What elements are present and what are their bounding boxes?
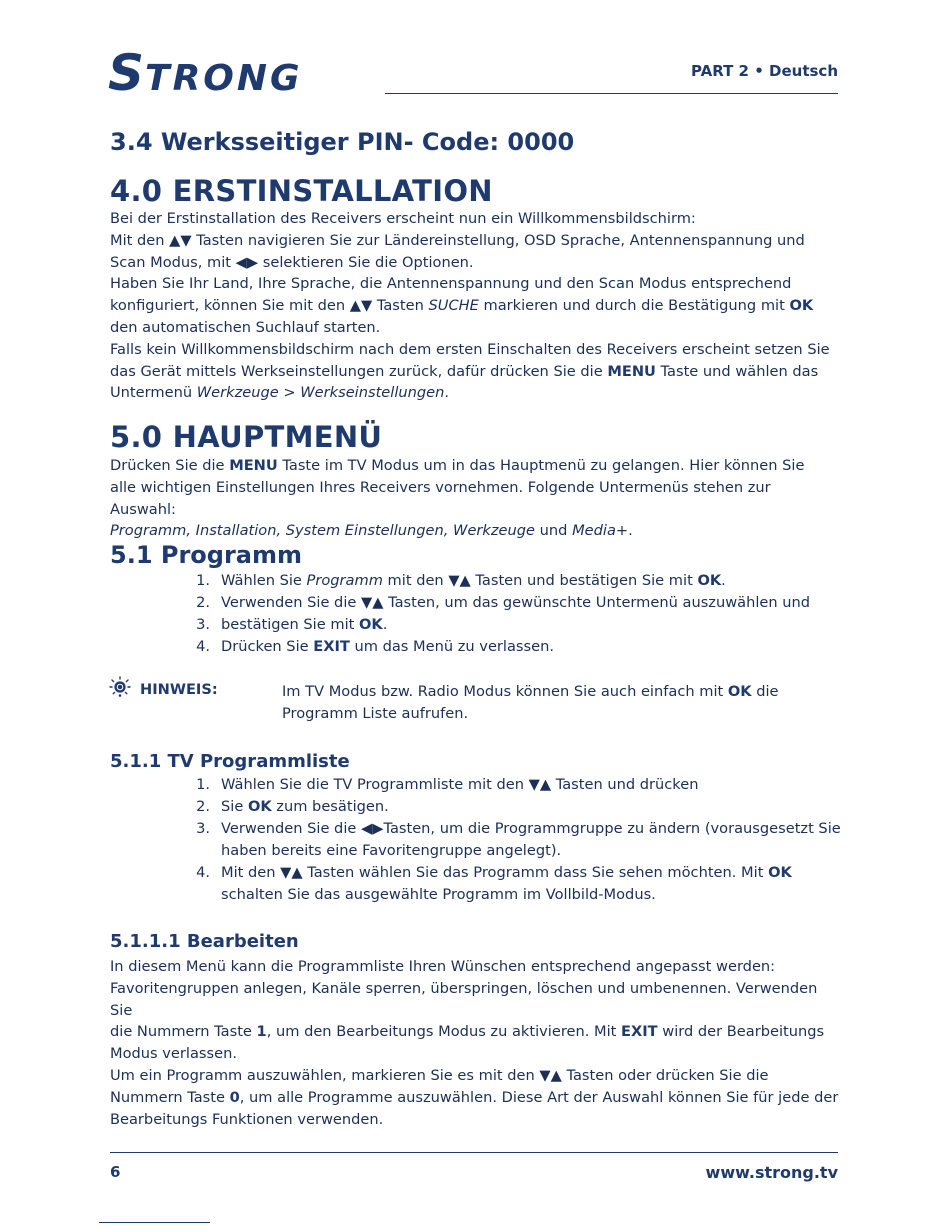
- part-label: PART 2 • Deutsch: [691, 62, 838, 80]
- programm-steps: [184, 570, 824, 658]
- heading-pin-code: 3.4 Werksseitiger PIN- Code: 0000: [110, 128, 575, 156]
- edit-paragraph-2: Um ein Programm auszuwählen, markieren Sie es mit den ▼▲ Tasten oder drücken Sie die Nummern Taste 0, um alle Programme auszuwählen. Diese Art der Auswahl können Sie für jede der Bearbeitungs Funktionen verwenden.: [110, 1067, 839, 1128]
- list-item: 2. Verwenden Sie die ▼▲ Tasten, um das gewünschte Untermenü auszuwählen und: [196, 594, 811, 611]
- note-label: HINWEIS:: [140, 681, 218, 698]
- tv-list-steps: [184, 774, 844, 906]
- edit-paragraph-1: In diesem Menü kann die Programmliste Ihren Wünschen entsprechend angepasst werden: Favoritengruppen anlegen, Kanäle sperren, überspringen, löschen und umbenennen. Verwenden Sie die Nummern Taste 1, um den Bearbeitungs Modus zu aktivieren. Mit EXIT wird der Bearbeitungs Modus verlassen.: [110, 958, 825, 1063]
- page-number: 6: [110, 1163, 121, 1181]
- footer-divider: [110, 1152, 838, 1153]
- header-divider: [385, 93, 838, 94]
- list-item: 1. Wählen Sie die TV Programmliste mit den ▼▲ Tasten und drücken: [196, 776, 699, 793]
- strong-logo: STRONG: [108, 44, 303, 102]
- list-item: 3. Verwenden Sie die ◀▶Tasten, um die Programmgruppe zu ändern (vorausgesetzt Sie haben bereits eine Favoritengruppe angelegt).: [196, 820, 841, 859]
- list-item: 2. Sie OK zum besätigen.: [196, 798, 389, 815]
- install-paragraph: Bei der Erstinstallation des Receivers erscheint nun ein Willkommensbildschirm: Mit den ▲▼ Tasten navigieren Sie zur Ländereinstellung, OSD Sprache, Antennenspannung und Scan Modus, mit ◀▶ selektieren Sie die Optionen. Haben Sie Ihr Land, Ihre Sprache, die Antennenspannung und den Scan Modus entsprechend konfiguriert, können Sie mit den ▲▼ Tasten SUCHE markieren und durch die Bestätigung mit OK den automatischen Suchlauf starten. Falls kein Willkommensbildschirm nach dem ersten Einschalten des Receivers erscheint setzen Sie das Gerät mittels Werkseinstellungen zurück, dafür drücken Sie die MENU Taste und wählen das Untermenü Werkzeuge > Werkseinstellungen.: [110, 210, 830, 402]
- list-item: 4. Drücken Sie EXIT um das Menü zu verlassen.: [196, 638, 554, 655]
- heading-hauptmenue: 5.0 HAUPTMENÜ: [110, 420, 383, 454]
- note-text: Im TV Modus bzw. Radio Modus können Sie auch einfach mit OK die Programm Liste aufrufen.: [282, 683, 779, 722]
- list-item: 3. bestätigen Sie mit OK.: [196, 616, 388, 633]
- website-link: www.strong.tv: [705, 1163, 838, 1182]
- list-item: 1. Wählen Sie Programm mit den ▼▲ Tasten und bestätigen Sie mit OK.: [196, 572, 726, 589]
- bottom-rule: [99, 1222, 210, 1223]
- info-bulb-icon: [109, 676, 131, 698]
- list-item: 4. Mit den ▼▲ Tasten wählen Sie das Programm dass Sie sehen möchten. Mit OK schalten Sie das ausgewählte Programm im Vollbild-Modus.: [196, 864, 792, 903]
- heading-programm: 5.1 Programm: [110, 541, 303, 569]
- heading-tv-programmliste: 5.1.1 TV Programmliste: [110, 751, 350, 772]
- main-menu-paragraph: Drücken Sie die MENU Taste im TV Modus um in das Hauptmenü zu gelangen. Hier können Sie alle wichtigen Einstellungen Ihres Receivers vornehmen. Folgende Untermenüs stehen zur Auswahl: Programm, Installation, System Einstellungen, Werkzeuge und Media+.: [110, 457, 805, 540]
- heading-erstinstallation: 4.0 ERSTINSTALLATION: [110, 174, 493, 208]
- heading-bearbeiten: 5.1.1.1 Bearbeiten: [110, 931, 299, 952]
